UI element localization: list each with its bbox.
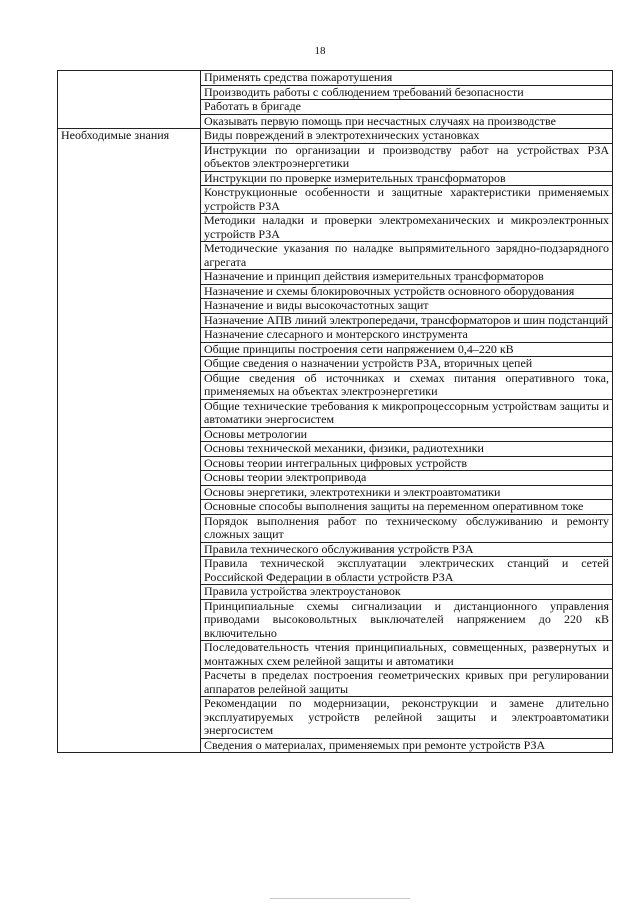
requirements-table-body	[58, 71, 613, 753]
skill-item: Работать в бригаде	[201, 100, 613, 115]
knowledge-item: Общие сведения о назначении устройств РЗА, вторичных цепей	[201, 357, 613, 372]
knowledge-item: Принципиальные схемы сигнализации и дистанционного управления приводами высоковольтных выключателей напряжением до 220 кВ включительно	[201, 599, 613, 641]
knowledge-item: Правила устройства электроустановок	[201, 585, 613, 600]
knowledge-item: Назначение и принцип действия измерительных трансформаторов	[201, 270, 613, 285]
page-number: 18	[314, 45, 326, 57]
knowledge-item: Рекомендации по модернизации, реконструкции и замене длительно эксплуатируемых устройств релейной защиты и электроавтоматики энергосистем	[201, 697, 613, 739]
skills-label-cell	[58, 71, 201, 129]
knowledge-item: Общие технические требования к микропроцессорным устройствам защиты и автоматики энергосистем	[201, 399, 613, 427]
knowledge-item: Назначение АПВ линий электропередачи, трансформаторов и шин подстанций	[201, 313, 613, 328]
knowledge-item: Методики наладки и проверки электромеханических и микроэлектронных устройств РЗА	[201, 214, 613, 242]
knowledge-item: Основы энергетики, электротехники и электроавтоматики	[201, 485, 613, 500]
knowledge-item: Порядок выполнения работ по техническому обслуживанию и ремонту сложных защит	[201, 514, 613, 542]
knowledge-item: Правила технического обслуживания устройств РЗА	[201, 542, 613, 557]
table-row	[58, 129, 613, 144]
knowledge-item: Расчеты в пределах построения геометрических кривых при регулировании аппаратов релейной защиты	[201, 669, 613, 697]
knowledge-item: Последовательность чтения принципиальных, совмещенных, развернутых и монтажных схем релейной защиты и автоматики	[201, 641, 613, 669]
knowledge-item: Правила технической эксплуатации электрических станций и сетей Российской Федерации в области устройств РЗА	[201, 557, 613, 585]
knowledge-item: Назначение и схемы блокировочных устройств основного оборудования	[201, 284, 613, 299]
knowledge-item: Инструкции по проверке измерительных трансформаторов	[201, 171, 613, 186]
knowledge-item: Основы теории электропривода	[201, 471, 613, 486]
knowledge-item: Назначение слесарного и монтерского инструмента	[201, 328, 613, 343]
knowledge-item: Основные способы выполнения защиты на переменном оперативном токе	[201, 500, 613, 515]
skill-item: Производить работы с соблюдением требований безопасности	[201, 85, 613, 100]
knowledge-item: Основы метрологии	[201, 427, 613, 442]
knowledge-item: Методические указания по наладке выпрямительного зарядно-подзарядного агрегата	[201, 242, 613, 270]
table-row	[58, 71, 613, 86]
knowledge-item: Конструкционные особенности и защитные характеристики применяемых устройств РЗА	[201, 186, 613, 214]
knowledge-item: Основы технической механики, физики, радиотехники	[201, 442, 613, 457]
scan-artifact-line	[270, 898, 410, 899]
knowledge-item: Сведения о материалах, применяемых при ремонте устройств РЗА	[201, 738, 613, 753]
knowledge-label: Необходимые знания	[58, 129, 201, 753]
knowledge-item: Инструкции по организации и производству работ на устройствах РЗА объектов электроэнергетики	[201, 143, 613, 171]
skill-item: Оказывать первую помощь при несчастных случаях на производстве	[201, 114, 613, 129]
requirements-table	[57, 70, 613, 753]
knowledge-item: Виды повреждений в электротехнических установках	[201, 129, 613, 144]
knowledge-item: Назначение и виды высокочастотных защит	[201, 299, 613, 314]
knowledge-item: Общие принципы построения сети напряжением 0,4–220 кВ	[201, 342, 613, 357]
knowledge-item: Общие сведения об источниках и схемах питания оперативного тока, применяемых на объектах электроэнергетики	[201, 371, 613, 399]
knowledge-item: Основы теории интегральных цифровых устройств	[201, 456, 613, 471]
skill-item: Применять средства пожаротушения	[201, 71, 613, 86]
